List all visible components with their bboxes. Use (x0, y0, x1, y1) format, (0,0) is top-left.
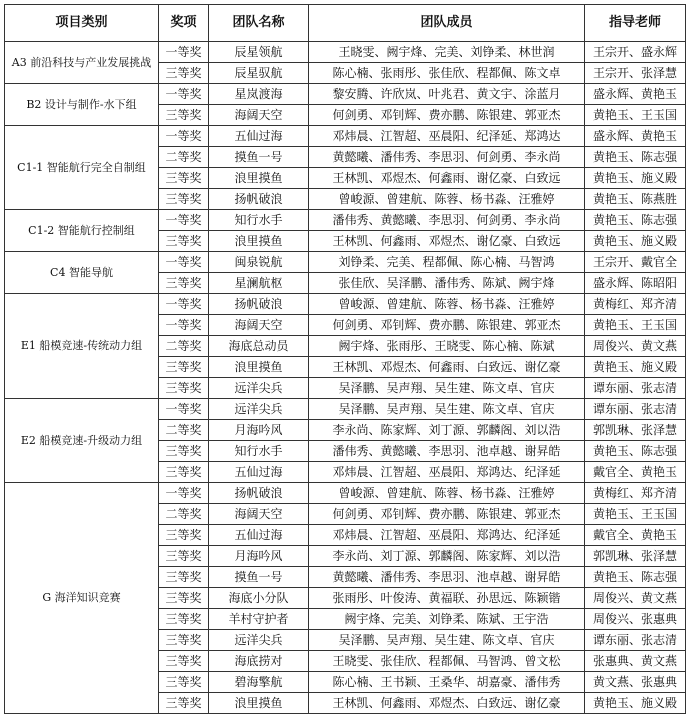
team-members-cell: 邓炜晨、江智超、巫晨阳、郑鸿达、纪泽延 (309, 525, 585, 546)
team-members-cell: 陈心楠、张雨彤、张佳欣、程都佩、陈文卓 (309, 63, 585, 84)
team-members-cell: 王林凯、何鑫雨、邓煜杰、白致远、谢亿豪 (309, 693, 585, 714)
team-name-cell: 海底总动员 (209, 336, 309, 357)
award-cell: 三等奖 (159, 588, 209, 609)
table-row (5, 483, 686, 504)
header-team-members: 团队成员 (309, 5, 585, 42)
team-members-cell: 阙宇烽、完美、刘铮柔、陈斌、王宇浩 (309, 609, 585, 630)
advisor-cell: 谭东丽、张志清 (585, 378, 686, 399)
advisor-cell: 盛永辉、黄艳玉 (585, 84, 686, 105)
award-cell: 三等奖 (159, 441, 209, 462)
award-cell: 三等奖 (159, 168, 209, 189)
advisor-cell: 黄艳玉、施义殿 (585, 231, 686, 252)
team-members-cell: 张佳欣、吴泽鹏、潘伟秀、陈斌、阙宇烽 (309, 273, 585, 294)
award-cell: 一等奖 (159, 315, 209, 336)
team-name-cell: 扬帆破浪 (209, 483, 309, 504)
award-cell: 一等奖 (159, 210, 209, 231)
team-name-cell: 浪里摸鱼 (209, 357, 309, 378)
category-cell: E1 船模竞速-传统动力组 (5, 294, 159, 399)
team-members-cell: 黄懿曦、潘伟秀、李思羽、池卓越、谢昇皓 (309, 567, 585, 588)
team-members-cell: 曾峻源、曾建航、陈蓉、杨书淼、汪雅婷 (309, 189, 585, 210)
team-name-cell: 浪里摸鱼 (209, 693, 309, 714)
category-cell: E2 船模竞速-升级动力组 (5, 399, 159, 483)
table-row (5, 294, 686, 315)
award-cell: 一等奖 (159, 294, 209, 315)
team-name-cell: 远洋尖兵 (209, 630, 309, 651)
category-cell: G 海洋知识竞赛 (5, 483, 159, 714)
team-members-cell: 王晓雯、阙宇烽、完美、刘铮柔、林世润 (309, 42, 585, 63)
table-row (5, 126, 686, 147)
table-row (5, 210, 686, 231)
team-members-cell: 阙宇烽、张雨彤、王晓雯、陈心楠、陈斌 (309, 336, 585, 357)
team-members-cell: 王林凯、邓煜杰、何鑫雨、谢亿豪、白致远 (309, 168, 585, 189)
award-cell: 三等奖 (159, 609, 209, 630)
advisor-cell: 周俊兴、黄文燕 (585, 588, 686, 609)
team-name-cell: 扬帆破浪 (209, 189, 309, 210)
team-members-cell: 何剑勇、邓钊辉、费亦鹏、陈银建、郭亚杰 (309, 105, 585, 126)
advisor-cell: 黄艳玉、施义殿 (585, 168, 686, 189)
team-members-cell: 张雨彤、叶俊涛、黄福联、孙思远、陈颖锴 (309, 588, 585, 609)
team-name-cell: 月海吟风 (209, 420, 309, 441)
award-cell: 二等奖 (159, 504, 209, 525)
team-members-cell: 潘伟秀、黄懿曦、李思羽、何剑勇、李永尚 (309, 210, 585, 231)
team-name-cell: 摸鱼一号 (209, 147, 309, 168)
team-name-cell: 摸鱼一号 (209, 567, 309, 588)
award-cell: 三等奖 (159, 105, 209, 126)
advisor-cell: 王宗开、戴官全 (585, 252, 686, 273)
team-name-cell: 碧海擎航 (209, 672, 309, 693)
team-members-cell: 何剑勇、邓钊辉、费亦鹏、陈银建、郭亚杰 (309, 504, 585, 525)
table-row (5, 84, 686, 105)
advisor-cell: 黄艳玉、陈志强 (585, 210, 686, 231)
advisor-cell: 黄艳玉、陈燕胜 (585, 189, 686, 210)
award-table-body (5, 42, 686, 714)
award-cell: 二等奖 (159, 147, 209, 168)
header-award: 奖项 (159, 5, 209, 42)
award-cell: 三等奖 (159, 231, 209, 252)
team-name-cell: 羊村守护者 (209, 609, 309, 630)
award-cell: 三等奖 (159, 567, 209, 588)
table-row (5, 399, 686, 420)
header-team-name: 团队名称 (209, 5, 309, 42)
team-name-cell: 五仙过海 (209, 525, 309, 546)
award-cell: 三等奖 (159, 462, 209, 483)
team-members-cell: 邓炜晨、江智超、巫晨阳、纪泽延、郑鸿达 (309, 126, 585, 147)
advisor-cell: 黄梅红、郑齐清 (585, 294, 686, 315)
advisor-cell: 黄艳玉、王玉国 (585, 105, 686, 126)
advisor-cell: 盛永辉、陈昭阳 (585, 273, 686, 294)
header-category: 项目类别 (5, 5, 159, 42)
award-cell: 一等奖 (159, 126, 209, 147)
advisor-cell: 戴官全、黄艳玉 (585, 462, 686, 483)
team-members-cell: 吴泽鹏、吴声翔、吴生建、陈文卓、官庆 (309, 378, 585, 399)
team-members-cell: 李永尚、陈家辉、刘丁源、郭麟阁、刘以浩 (309, 420, 585, 441)
category-cell: B2 设计与制作-水下组 (5, 84, 159, 126)
team-members-cell: 黎安腾、许欣岚、叶兆君、黄文宇、涂蓝月 (309, 84, 585, 105)
team-members-cell: 黄懿曦、潘伟秀、李思羽、何剑勇、李永尚 (309, 147, 585, 168)
team-members-cell: 何剑勇、邓钊辉、费亦鹏、陈银建、郭亚杰 (309, 315, 585, 336)
team-members-cell: 潘伟秀、黄懿曦、李思羽、池卓越、谢昇皓 (309, 441, 585, 462)
team-members-cell: 李永尚、刘丁源、郭麟阁、陈家辉、刘以浩 (309, 546, 585, 567)
advisor-cell: 周俊兴、张惠典 (585, 609, 686, 630)
team-name-cell: 五仙过海 (209, 126, 309, 147)
advisor-cell: 张惠典、黄文燕 (585, 651, 686, 672)
table-row (5, 42, 686, 63)
team-name-cell: 五仙过海 (209, 462, 309, 483)
advisor-cell: 黄艳玉、施义殿 (585, 357, 686, 378)
category-cell: A3 前沿科技与产业发展挑战 (5, 42, 159, 84)
header-advisor: 指导老师 (585, 5, 686, 42)
advisor-cell: 王宗开、张泽慧 (585, 63, 686, 84)
award-cell: 二等奖 (159, 420, 209, 441)
team-name-cell: 月海吟风 (209, 546, 309, 567)
advisor-cell: 王宗开、盛永辉 (585, 42, 686, 63)
award-cell: 三等奖 (159, 546, 209, 567)
team-name-cell: 辰星驭航 (209, 63, 309, 84)
advisor-cell: 盛永辉、黄艳玉 (585, 126, 686, 147)
team-name-cell: 海阔天空 (209, 105, 309, 126)
advisor-cell: 郭凯琳、张泽慧 (585, 420, 686, 441)
award-cell: 三等奖 (159, 630, 209, 651)
advisor-cell: 黄艳玉、陈志强 (585, 441, 686, 462)
team-members-cell: 曾峻源、曾建航、陈蓉、杨书淼、汪雅婷 (309, 294, 585, 315)
advisor-cell: 郭凯琳、张泽慧 (585, 546, 686, 567)
advisor-cell: 周俊兴、黄文燕 (585, 336, 686, 357)
team-name-cell: 辰星领航 (209, 42, 309, 63)
award-cell: 三等奖 (159, 63, 209, 84)
table-row (5, 252, 686, 273)
team-members-cell: 邓炜晨、江智超、巫晨阳、郑鸿达、纪泽延 (309, 462, 585, 483)
advisor-cell: 戴官全、黄艳玉 (585, 525, 686, 546)
team-members-cell: 吴泽鹏、吴声翔、吴生建、陈文卓、官庆 (309, 399, 585, 420)
team-name-cell: 知行水手 (209, 210, 309, 231)
award-cell: 三等奖 (159, 273, 209, 294)
advisor-cell: 黄艳玉、王玉国 (585, 504, 686, 525)
award-cell: 一等奖 (159, 252, 209, 273)
team-name-cell: 浪里摸鱼 (209, 168, 309, 189)
award-cell: 三等奖 (159, 672, 209, 693)
team-members-cell: 吴泽鹏、吴声翔、吴生建、陈文卓、官庆 (309, 630, 585, 651)
category-cell: C4 智能导航 (5, 252, 159, 294)
team-members-cell: 陈心楠、王书颖、王桑华、胡嘉豪、潘伟秀 (309, 672, 585, 693)
team-members-cell: 王林凯、何鑫雨、邓煜杰、谢亿豪、白致远 (309, 231, 585, 252)
award-cell: 三等奖 (159, 525, 209, 546)
team-name-cell: 海阔天空 (209, 504, 309, 525)
award-cell: 三等奖 (159, 693, 209, 714)
award-cell: 一等奖 (159, 483, 209, 504)
team-name-cell: 远洋尖兵 (209, 399, 309, 420)
advisor-cell: 黄艳玉、王玉国 (585, 315, 686, 336)
award-cell: 三等奖 (159, 357, 209, 378)
team-name-cell: 海阔天空 (209, 315, 309, 336)
team-name-cell: 海底小分队 (209, 588, 309, 609)
award-cell: 一等奖 (159, 399, 209, 420)
advisor-cell: 黄艳玉、陈志强 (585, 567, 686, 588)
team-members-cell: 刘铮柔、完美、程都佩、陈心楠、马智鸿 (309, 252, 585, 273)
team-name-cell: 星澜航枢 (209, 273, 309, 294)
award-cell: 三等奖 (159, 378, 209, 399)
team-name-cell: 海底捞对 (209, 651, 309, 672)
header-row (5, 5, 686, 42)
advisor-cell: 黄艳玉、陈志强 (585, 147, 686, 168)
team-members-cell: 曾峻源、曾建航、陈蓉、杨书淼、汪雅婷 (309, 483, 585, 504)
award-cell: 二等奖 (159, 336, 209, 357)
advisor-cell: 谭东丽、张志清 (585, 399, 686, 420)
team-name-cell: 扬帆破浪 (209, 294, 309, 315)
advisor-cell: 谭东丽、张志清 (585, 630, 686, 651)
team-name-cell: 浪里摸鱼 (209, 231, 309, 252)
advisor-cell: 黄艳玉、施义殿 (585, 693, 686, 714)
award-cell: 一等奖 (159, 42, 209, 63)
team-members-cell: 王林凯、邓煜杰、何鑫雨、白致远、谢亿豪 (309, 357, 585, 378)
team-name-cell: 远洋尖兵 (209, 378, 309, 399)
award-cell: 一等奖 (159, 84, 209, 105)
advisor-cell: 黄文燕、张惠典 (585, 672, 686, 693)
category-cell: C1-1 智能航行完全自制组 (5, 126, 159, 210)
advisor-cell: 黄梅红、郑齐清 (585, 483, 686, 504)
team-name-cell: 星岚渡海 (209, 84, 309, 105)
award-table (4, 4, 686, 714)
category-cell: C1-2 智能航行控制组 (5, 210, 159, 252)
award-cell: 三等奖 (159, 189, 209, 210)
team-name-cell: 闽泉锐航 (209, 252, 309, 273)
team-members-cell: 王晓雯、张佳欣、程都佩、马智鸿、曾文松 (309, 651, 585, 672)
team-name-cell: 知行水手 (209, 441, 309, 462)
award-cell: 三等奖 (159, 651, 209, 672)
